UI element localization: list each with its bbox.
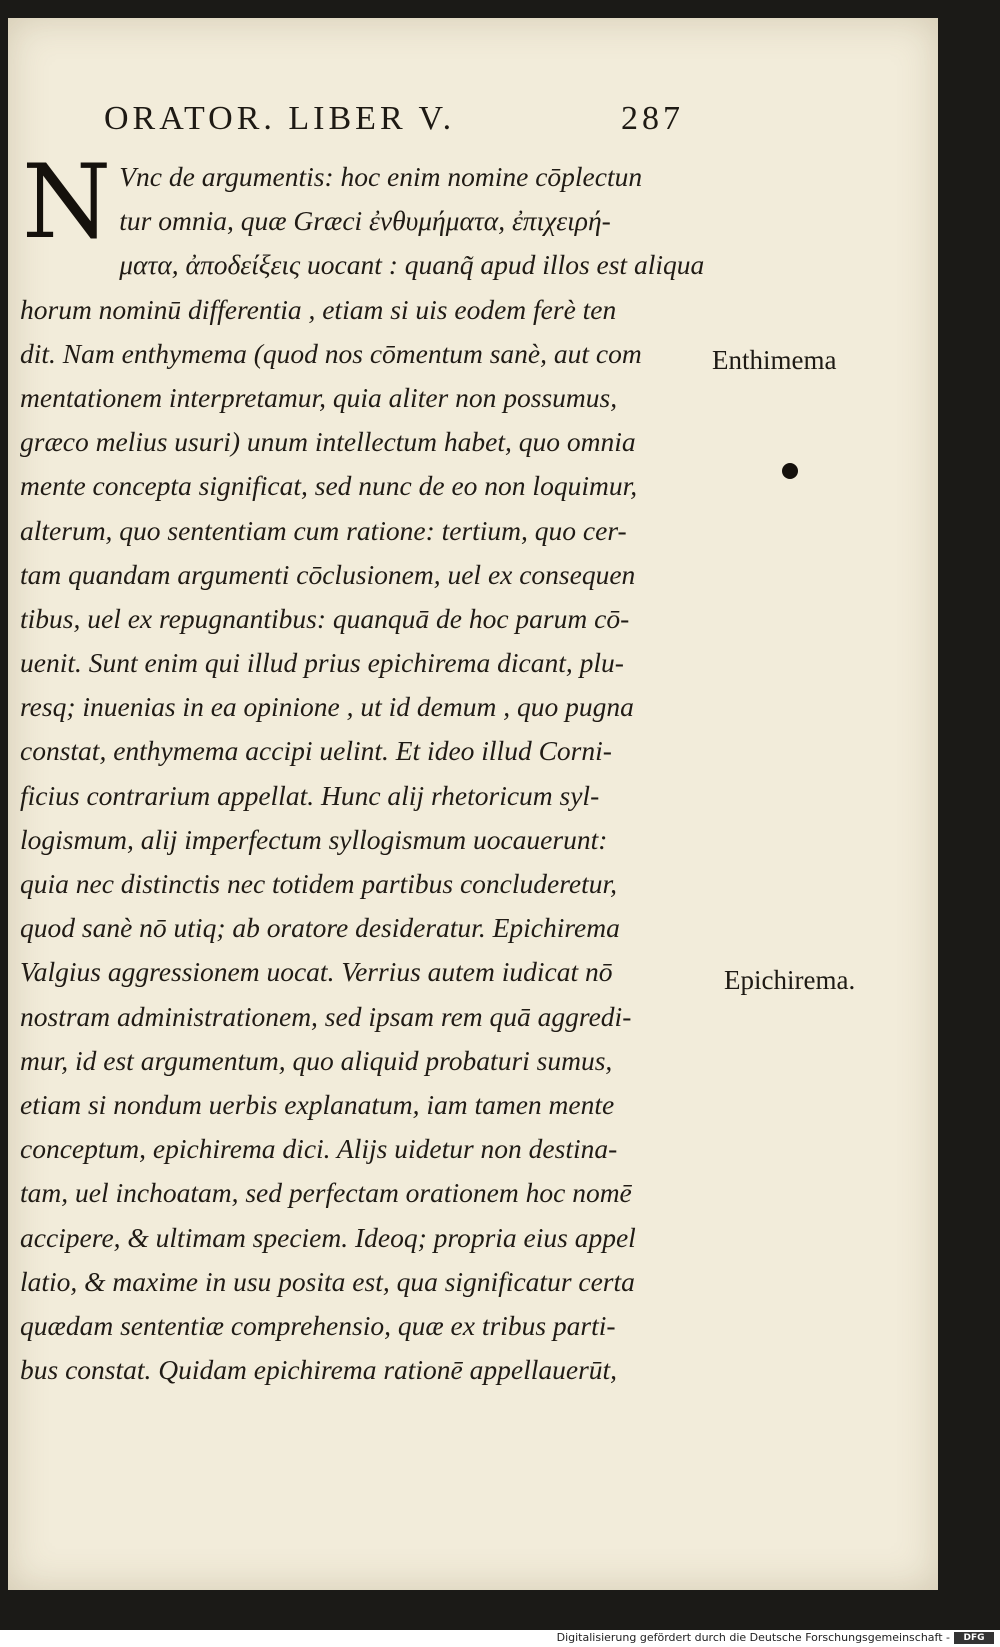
text-line: mur, id est argumentum, quo aliquid probaturi sumus, <box>20 1044 613 1076</box>
page-number: 287 <box>621 100 684 137</box>
text-line: conceptum, epichirema dici. Alijs uidetur non destina- <box>20 1133 618 1165</box>
running-header <box>104 100 684 138</box>
dfg-logo: DFG <box>954 1632 994 1644</box>
running-title: ORATOR. LIBER V. <box>104 100 456 137</box>
text-line: mentationem interpretamur, quia aliter non possumus, <box>20 381 618 413</box>
text-line: bus constat. Quidam epichirema rationē appellauerūt, <box>20 1354 618 1386</box>
ink-dot <box>782 463 798 479</box>
text-line: tam quandam argumenti cōclusionem, uel ex consequen <box>20 558 636 590</box>
margin-note-epichirema: Epichirema. <box>724 965 856 995</box>
text-line: constat, enthymema accipi uelint. Et ideo illud Corni- <box>20 735 612 767</box>
drop-capital: N <box>22 143 112 262</box>
text-line: tam, uel inchoatam, sed perfectam orationem hoc nomē <box>20 1177 632 1209</box>
text-line: quod sanè nō utiq; ab oratore desideratur. Epichirema <box>20 912 620 944</box>
text-line: mente concepta significat, sed nunc de eo non loquimur, <box>20 470 638 502</box>
text-line: accipere, & ultimam speciem. Ideoq; propria eius appel <box>20 1221 636 1253</box>
text-line: etiam si nondum uerbis explanatum, iam tamen mente <box>20 1088 615 1120</box>
text-line: horum nominū differentia , etiam si uis eodem ferè ten <box>20 293 617 325</box>
margin-note-enthimema: Enthimema <box>712 345 837 375</box>
text-line: uenit. Sunt enim qui illud prius epichirema dicant, plu- <box>20 647 624 679</box>
text-line: dit. Nam enthymema (quod nos cōmentum sanè, aut com <box>20 337 642 369</box>
text-line: ficius contrarium appellat. Hunc alij rhetoricum syl- <box>20 779 600 811</box>
body-text <box>20 143 710 1392</box>
text-line: resq; inuenias in ea opinione , ut id demum , quo pugna <box>20 691 634 723</box>
text-line: tibus, uel ex repugnantibus: quanquā de hoc parum cō- <box>20 602 630 634</box>
text-line: logismum, alij imperfectum syllogismum uocauerunt: <box>20 823 608 855</box>
text-line: quia nec distinctis nec totidem partibus concluderetur, <box>20 868 618 899</box>
text-line: tur omnia, quæ Græci ἐνθυμήματα, ἐπιχειρή- <box>119 205 611 237</box>
text-line: Vnc de argumentis: hoc enim nomine cōplectun <box>119 161 643 192</box>
text-line: latio, & maxime in usu posita est, qua significatur certa <box>20 1265 635 1297</box>
footer-credit: Digitalisierung gefördert durch die Deutsche Forschungsgemeinschaft - <box>556 1631 950 1644</box>
text-line: Valgius aggressionem uocat. Verrius autem iudicat nō <box>20 956 613 988</box>
text-line: ματα, ἀποδείξεις uocant : quanq̃ apud illos est aliqua <box>119 249 705 281</box>
text-line: alterum, quo sententiam cum ratione: tertium, quo cer- <box>20 514 627 546</box>
text-line: nostram administrationem, sed ipsam rem quā aggredi- <box>20 1000 632 1032</box>
text-line: quædam sententiæ comprehensio, quæ ex tribus parti- <box>20 1309 616 1341</box>
text-line: græco melius usuri) unum intellectum habet, quo omnia <box>20 426 636 458</box>
